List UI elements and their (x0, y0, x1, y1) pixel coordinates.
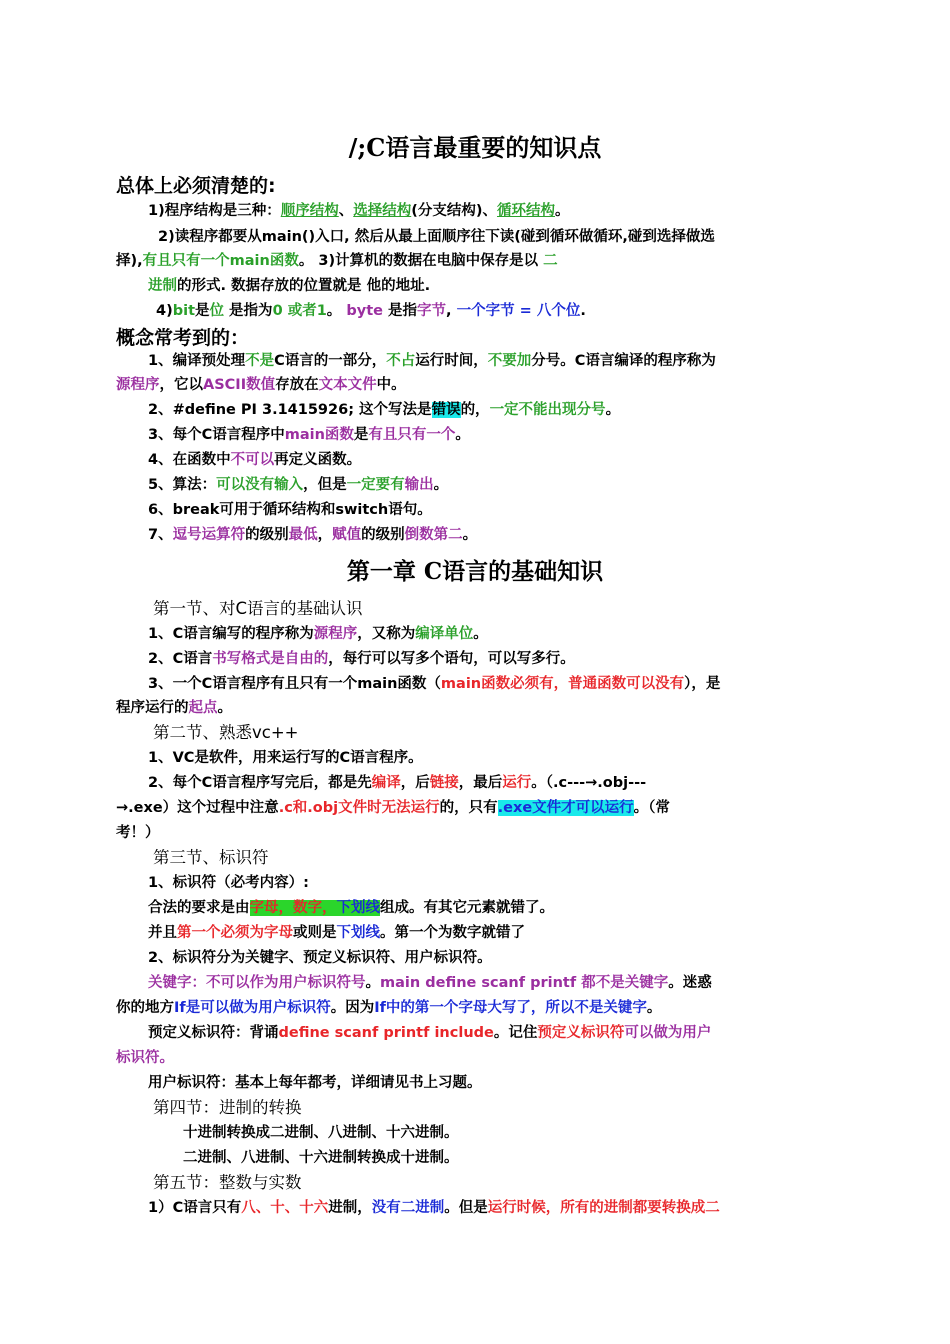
document-title: /;C语言最重要的知识点 (348, 133, 602, 162)
section-1-item-3-line-2: 程序运行的起点。 (116, 700, 232, 716)
concept-5: 5、算法：可以没有输入，但是一定要有输出。 (148, 477, 449, 493)
concept-4: 4、在函数中不可以再定义函数。 (148, 452, 362, 468)
section-3-item-2: 2、标识符分为关键字、预定义标识符、用户标识符。 (148, 950, 492, 966)
overview-item-2-line-3: 进制的形式. 数据存放的位置就是 他的地址. (148, 278, 431, 294)
section-5-item-1: 1）C语言只有八、十、十六进制，没有二进制。但是运行时候，所有的进制都要转换成二 (148, 1200, 720, 1216)
section-1-item-1: 1、C语言编写的程序称为源程序，又称为编译单位。 (148, 626, 488, 642)
chapter-1-title: 第一章 C语言的基础知识 (346, 558, 604, 585)
section-1-item-3-line-1: 3、一个C语言程序有且只有一个main函数（main函数必须有，普通函数可以没有），是 (148, 676, 721, 692)
section-3-user-identifiers: 用户标识符：基本上每年都考，详细请见书上习题。 (148, 1075, 482, 1091)
overview-item-2-line-1: 2)读程序都要从main()入口, 然后从最上面顺序往下读(碰到循环做循环,碰到选择做选 (158, 229, 715, 245)
section-2-item-2-line-3: 考！） (116, 825, 160, 841)
concept-1-line-2: 源程序，它以ASCII数值存放在文本文件中。 (116, 377, 406, 393)
concept-2: 2、#define PI 3.1415926; 这个写法是错误的，一定不能出现分号。 (148, 402, 621, 418)
section-3-keywords-line-1: 关键字：不可以作为用户标识符号。main define scanf printf 都不是关键字。迷惑 (148, 975, 712, 991)
section-3-rule-first-char: 并且第一个必须为字母或则是下划线。第一个为数字就错了 (148, 925, 525, 941)
concept-3: 3、每个C语言程序中main函数是有且只有一个。 (148, 427, 470, 443)
section-2-title: 第二节、熟悉vc++ (153, 723, 299, 742)
section-overview-heading: 总体上必须清楚的: (116, 175, 276, 197)
section-4-title: 第四节：进制的转换 (153, 1098, 302, 1117)
overview-item-2-line-2: 择),有且只有一个main函数。 3)计算机的数据在电脑中保存是以 二 (116, 253, 558, 269)
section-4-item-2: 二进制、八进制、十六进制转换成十进制。 (183, 1150, 459, 1166)
section-3-title: 第三节、标识符 (153, 848, 269, 867)
section-1-item-2: 2、C语言书写格式是自由的，每行可以写多个语句，可以写多行。 (148, 651, 575, 667)
concept-1-line-1: 1、编译预处理不是C语言的一部分，不占运行时间，不要加分号。C语言编译的程序称为 (148, 353, 716, 369)
section-4-item-1: 十进制转换成二进制、八进制、十六进制。 (183, 1125, 459, 1141)
section-3-predefined-line-2: 标识符。 (116, 1050, 174, 1066)
section-3-rule-legal: 合法的要求是由字母，数字，下划线组成。有其它元素就错了。 (148, 900, 554, 916)
section-2-item-1: 1、VC是软件，用来运行写的C语言程序。 (148, 750, 423, 766)
section-3-predefined-line-1: 预定义标识符：背诵define scanf printf include。记住预定义标识符可以做为用户 (148, 1025, 712, 1041)
concept-6: 6、break可用于循环结构和switch语句。 (148, 502, 432, 518)
overview-item-1: 1)程序结构是三种：顺序结构、选择结构(分支结构)、循环结构。 (148, 203, 570, 219)
concept-7: 7、逗号运算符的级别最低，赋值的级别倒数第二。 (148, 527, 478, 543)
section-concepts-heading: 概念常考到的： (116, 327, 250, 349)
section-5-title: 第五节：整数与实数 (153, 1173, 302, 1192)
section-1-title: 第一节、对C语言的基础认识 (153, 599, 363, 618)
section-3-keywords-line-2: 你的地方If是可以做为用户标识符。因为If中的第一个字母大写了，所以不是关键字。 (116, 1000, 662, 1016)
section-2-item-2-line-1: 2、每个C语言程序写完后，都是先编译，后链接，最后运行。（.c---→.obj--- (148, 775, 647, 791)
section-3-item-1: 1、标识符（必考内容）: (148, 875, 309, 891)
section-2-item-2-line-2: →.exe）这个过程中注意.c和.obj文件时无法运行的，只有.exe文件才可以运行。（常 (116, 800, 670, 816)
overview-item-4: 4)bit是位 是指为0 或者1。 byte 是指字节, 一个字节 = 八个位. (156, 303, 586, 319)
